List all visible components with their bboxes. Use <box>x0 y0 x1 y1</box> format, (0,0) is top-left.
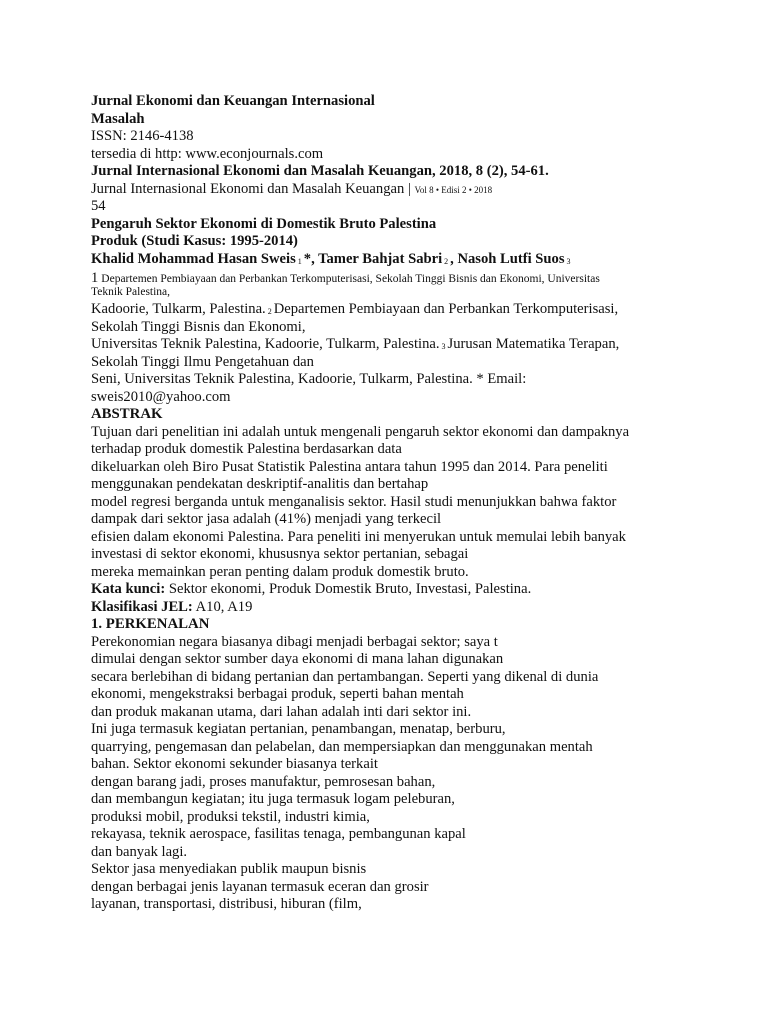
affiliation-line7: Seni, Universitas Teknik Palestina, Kadoorie, Tulkarm, Palestina. * Email: <box>91 371 527 387</box>
affiliation-line2: Teknik Palestina, <box>91 286 171 298</box>
running-head-separator: | <box>407 180 411 197</box>
abstract-line: mereka memainkan peran penting dalam produk domestik bruto. <box>91 563 469 580</box>
author-3-sup: 3 <box>566 256 571 266</box>
intro-line: secara berlebihan di bidang pertanian dan pertambangan. Seperti yang dikenal di dunia <box>91 668 599 685</box>
introduction-body <box>91 634 691 914</box>
intro-line: Sektor jasa menyediakan publik maupun bisnis <box>91 861 367 877</box>
affiliation-line5b: Jurusan Matematika Terapan, <box>447 336 620 352</box>
author-1: Khalid Mohammad Hasan Sweis <box>91 250 296 267</box>
keywords-text: Sektor ekonomi, Produk Domestik Bruto, Investasi, Palestina. <box>165 581 532 597</box>
author-2-sup: 2 <box>444 256 449 266</box>
affiliation-line3b: Departemen Pembiayaan dan Perbankan Terkomputerisasi, <box>273 301 619 317</box>
journal-name-line2: Masalah <box>91 110 145 127</box>
abstract-line: dampak dari sektor jasa adalah (41%) menjadi yang terkecil <box>91 511 442 527</box>
keywords-line <box>91 581 691 599</box>
author-2: *, Tamer Bahjat Sabri <box>303 250 443 267</box>
intro-line: dan banyak lagi. <box>91 843 188 860</box>
affiliation-2-sup: 2 <box>267 307 272 316</box>
intro-line: Perekonomian negara biasanya dibagi menjadi berbagai sektor; saya t <box>91 633 498 650</box>
affiliation-line3 <box>91 301 691 319</box>
document-page <box>91 93 691 914</box>
intro-line: dan membangun kegiatan; itu juga termasuk logam peleburan, <box>91 791 455 807</box>
affiliation-1-number: 1 <box>91 270 99 286</box>
author-line <box>91 251 691 269</box>
jel-label: Klasifikasi JEL: <box>91 598 193 615</box>
affiliation-line5 <box>91 336 691 354</box>
author-1-sup: 1 <box>297 256 302 266</box>
intro-line: Ini juga termasuk kegiatan pertanian, penambangan, menatap, berburu, <box>91 721 506 737</box>
affiliation-line1 <box>91 271 691 285</box>
intro-line: dan produk makanan utama, dari lahan adalah inti dari sektor ini. <box>91 703 472 720</box>
title-line1: Pengaruh Sektor Ekonomi di Domestik Bruto Palestina <box>91 215 437 232</box>
abstract-line: investasi di sektor ekonomi, khususnya sektor pertanian, sebagai <box>91 546 469 562</box>
affiliation-line6: Sekolah Tinggi Ilmu Pengetahuan dan <box>91 353 314 370</box>
abstract-heading: ABSTRAK <box>91 406 163 422</box>
jel-line <box>91 599 691 617</box>
intro-line: dimulai dengan sektor sumber daya ekonomi di mana lahan digunakan <box>91 651 504 667</box>
affiliation-line3a: Kadoorie, Tulkarm, Palestina. <box>91 301 266 317</box>
affiliation-line5a: Universitas Teknik Palestina, Kadoorie, Tulkarm, Palestina. <box>91 336 440 352</box>
abstract-line: terhadap produk domestik Palestina berdasarkan data <box>91 441 402 457</box>
intro-line: produksi mobil, produksi tekstil, industri kimia, <box>91 808 370 825</box>
abstract-line: efisien dalam ekonomi Palestina. Para peneliti ini menyerukan untuk memulai lebih banyak <box>91 528 626 545</box>
running-head-volume: Vol 8 • Edisi 2 • 2018 <box>414 184 493 195</box>
affiliation-1-text: Departemen Pembiayaan dan Perbankan Terkomputerisasi, Sekolah Tinggi Bisnis dan Ekonomi, Universitas <box>101 273 600 285</box>
affiliation-line4: Sekolah Tinggi Bisnis dan Ekonomi, <box>91 318 306 335</box>
intro-line: quarrying, pengemasan dan pelabelan, dan mempersiapkan dan menggunakan mentah <box>91 738 593 755</box>
abstract-line: menggunakan pendekatan deskriptif-analitis dan bertahap <box>91 476 429 492</box>
affiliation-3-sup: 3 <box>441 342 446 351</box>
availability-line: tersedia di http: www.econjournals.com <box>91 145 324 162</box>
jel-codes: A10, A19 <box>192 598 253 615</box>
citation-line: Jurnal Internasional Ekonomi dan Masalah Keuangan, 2018, 8 (2), 54-61. <box>91 163 549 179</box>
contact-email: sweis2010@yahoo.com <box>91 388 231 405</box>
author-3: , Nasoh Lutfi Suos <box>450 250 565 267</box>
abstract-line: model regresi berganda untuk menganalisis sektor. Hasil studi menunjukkan bahwa faktor <box>91 493 617 510</box>
intro-line: rekayasa, teknik aerospace, fasilitas tenaga, pembangunan kapal <box>91 826 466 842</box>
intro-line: layanan, transportasi, distribusi, hiburan (film, <box>91 896 362 912</box>
abstract-body <box>91 424 691 582</box>
section-heading-introduction: 1. PERKENALAN <box>91 616 210 632</box>
intro-line: dengan berbagai jenis layanan termasuk eceran dan grosir <box>91 878 429 895</box>
page-number: 54 <box>91 198 106 214</box>
abstract-line: dikeluarkan oleh Biro Pusat Statistik Palestina antara tahun 1995 dan 2014. Para peneliti <box>91 458 608 475</box>
abstract-line: Tujuan dari penelitian ini adalah untuk mengenali pengaruh sektor ekonomi dan dampaknya <box>91 423 630 440</box>
intro-line: dengan barang jadi, proses manufaktur, pemrosesan bahan, <box>91 773 436 790</box>
running-head <box>91 181 691 199</box>
issn: ISSN: 2146-4138 <box>91 128 194 144</box>
title-line2: Produk (Studi Kasus: 1995-2014) <box>91 233 298 249</box>
journal-name-line1: Jurnal Ekonomi dan Keuangan Internasional <box>91 93 375 109</box>
intro-line: ekonomi, mengekstraksi berbagai produk, seperti bahan mentah <box>91 686 464 702</box>
keywords-label: Kata kunci: <box>91 581 166 597</box>
intro-line: bahan. Sektor ekonomi sekunder biasanya terkait <box>91 756 378 772</box>
running-head-journal: Jurnal Internasional Ekonomi dan Masalah Keuangan <box>91 180 405 197</box>
